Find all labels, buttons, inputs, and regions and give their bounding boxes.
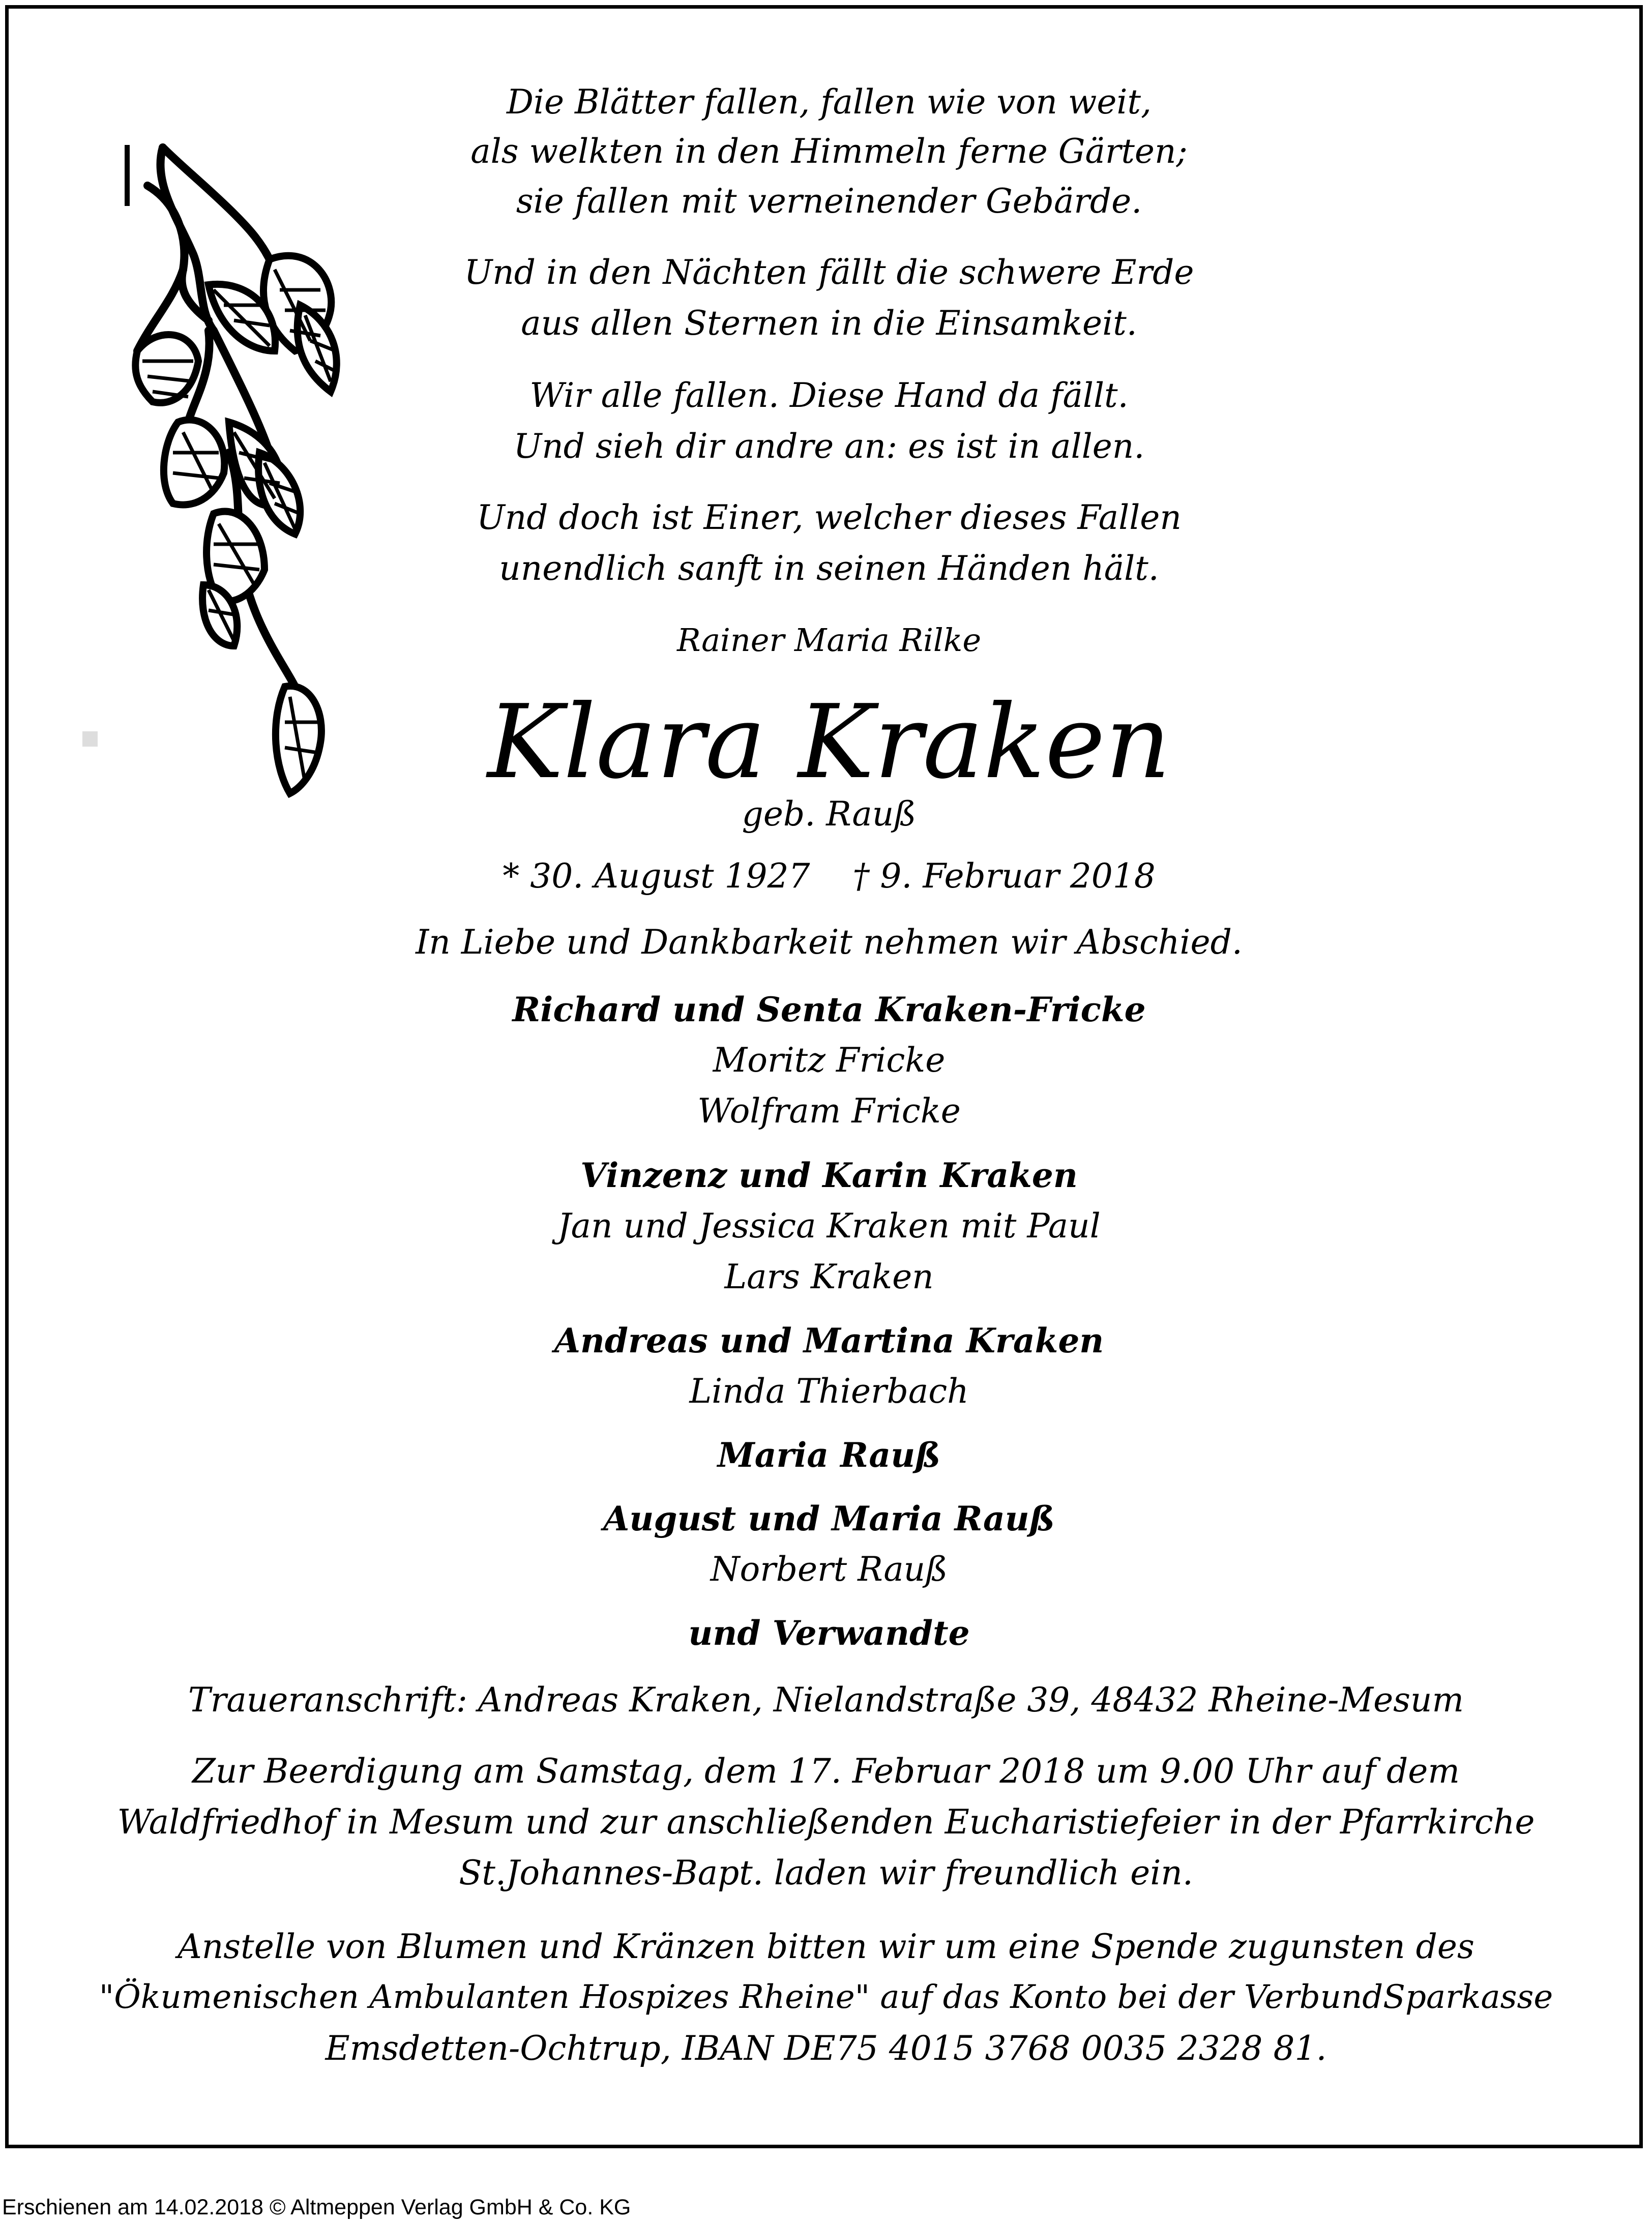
poem-line: Und doch ist Einer, welcher dieses Fallen [477, 498, 1182, 537]
birth-name: geb. Rauß [742, 794, 917, 834]
birch-leaves-illustration [117, 137, 381, 839]
mourner-group-head: Richard und Senta Kraken-Fricke [512, 990, 1146, 1029]
donation-line: Emsdetten-Ochtrup, IBAN DE75 4015 3768 0035 2328 81. [325, 2029, 1327, 2068]
poem-line: sie fallen mit verneinender Gebärde. [516, 182, 1142, 221]
poem-line: aus allen Sternen in die Einsamkeit. [521, 304, 1137, 343]
mourner-group-head: Vinzenz und Karin Kraken [580, 1156, 1078, 1195]
mourner-name: Lars Kraken [724, 1257, 934, 1296]
specks-decoration [125, 145, 130, 206]
funeral-line: Waldfriedhof in Mesum und zur anschließenden Eucharistiefeier in der Pfarrkirche [117, 1802, 1535, 1842]
publication-footer: Erschienen am 14.02.2018 © Altmeppen Verlag GmbH & Co. KG [2, 2195, 631, 2219]
poem-line: Und sieh dir andre an: es ist in allen. [513, 427, 1145, 466]
life-dates: * 30. August 1927 † 9. Februar 2018 [503, 856, 1156, 896]
mourner-name: Moritz Fricke [713, 1041, 946, 1080]
mourner-group-head: Maria Rauß [717, 1435, 941, 1475]
mourner-group-head: August und Maria Rauß [603, 1499, 1055, 1538]
poem-line: unendlich sanft in seinen Händen hält. [499, 549, 1159, 588]
funeral-line: Zur Beerdigung am Samstag, dem 17. Februar 2018 um 9.00 Uhr auf dem [192, 1752, 1460, 1791]
specks-decoration [82, 731, 98, 747]
mourner-group-head: Andreas und Martina Kraken [554, 1321, 1104, 1360]
mourner-name: Jan und Jessica Kraken mit Paul [557, 1206, 1101, 1246]
mourning-address: Traueranschrift: Andreas Kraken, Nielandstraße 39, 48432 Rheine-Mesum [188, 1680, 1464, 1720]
farewell-text: In Liebe und Dankbarkeit nehmen wir Abschied. [416, 923, 1243, 962]
poem-author: Rainer Maria Rilke [676, 621, 982, 659]
donation-line: "Ökumenischen Ambulanten Hospizes Rheine" auf das Konto bei der VerbundSparkasse [99, 1978, 1553, 2016]
poem-line: Die Blätter fallen, fallen wie von weit, [506, 82, 1152, 122]
mourner-name: Linda Thierbach [689, 1372, 969, 1411]
funeral-line: St.Johannes-Bapt. laden wir freundlich ein. [459, 1853, 1193, 1892]
relatives-line: und Verwandte [688, 1613, 970, 1653]
poem-line: Wir alle fallen. Diese Hand da fällt. [529, 376, 1129, 415]
mourner-name: Norbert Rauß [710, 1550, 948, 1589]
donation-line: Anstelle von Blumen und Kränzen bitten wir um eine Spende zugunsten des [178, 1927, 1474, 1966]
deceased-name: Klara Kraken [487, 683, 1171, 802]
poem-line: als welkten in den Himmeln ferne Gärten; [470, 132, 1188, 171]
poem-line: Und in den Nächten fällt die schwere Erde [464, 253, 1194, 292]
mourner-name: Wolfram Fricke [697, 1091, 961, 1131]
